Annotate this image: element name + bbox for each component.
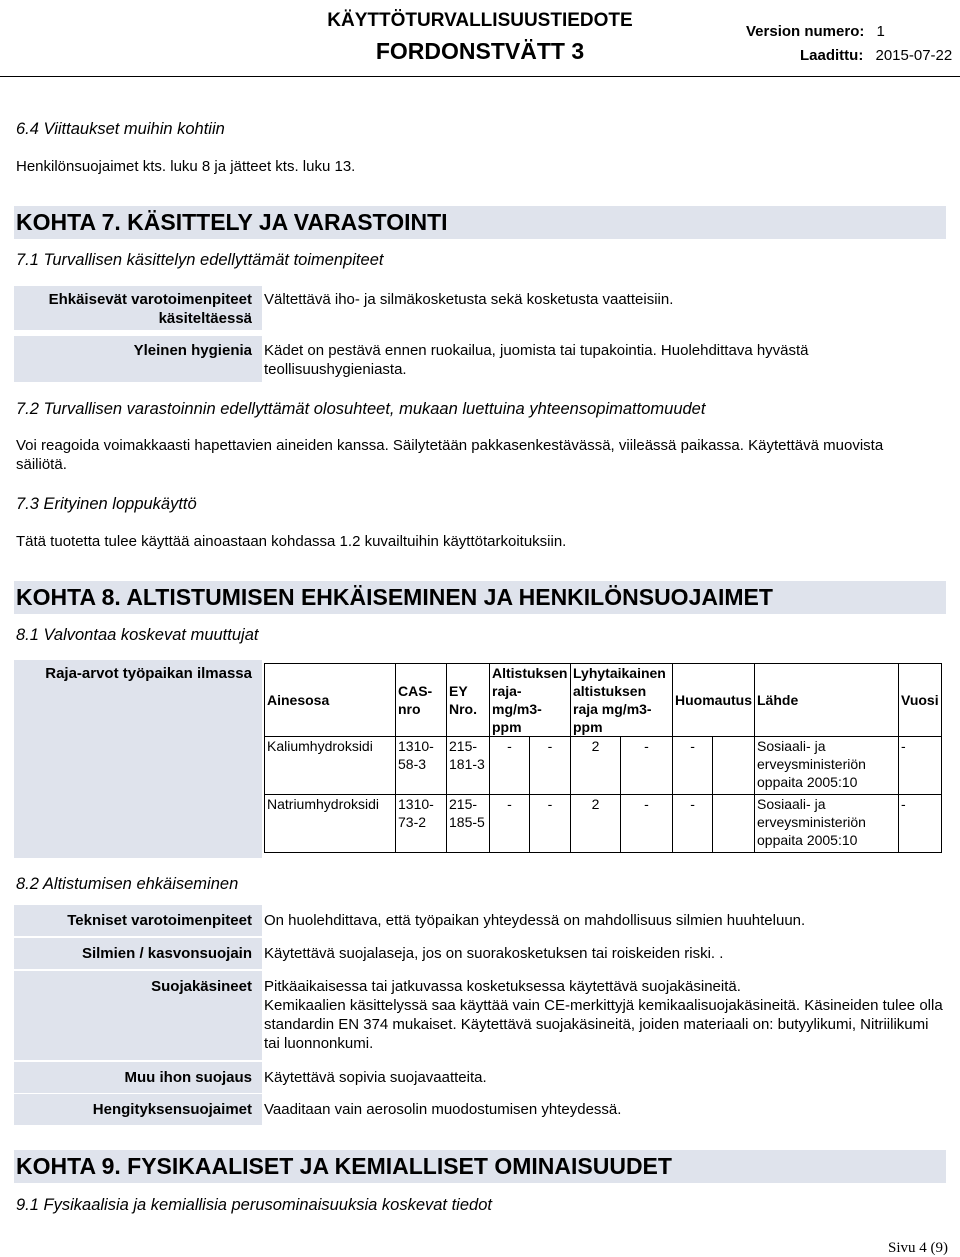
col-note: Huomautus <box>673 664 755 737</box>
row-label-exposure-limits: Raja-arvot työpaikan ilmassa <box>14 660 262 858</box>
cell-year: - <box>899 795 942 853</box>
document-title: KÄYTTÖTURVALLISUUSTIEDOTE <box>327 10 633 31</box>
cell-ec: 215-181-3 <box>447 737 490 795</box>
cell-source: Sosiaali- ja erveysministeriön oppaita 2005:10 <box>755 795 899 853</box>
subsection-text-7-3: Tätä tuotetta tulee käyttää ainoastaan kohdassa 1.2 kuvailtuihin käyttötarkoituksiin. <box>16 533 567 550</box>
cell-short-b: - <box>621 737 673 795</box>
subsection-heading-8-2: 8.2 Altistumisen ehkäiseminen <box>16 875 239 893</box>
col-exposure-limit: Altistuksen raja-mg/m3-ppm <box>490 664 571 737</box>
cell-short-a: 2 <box>571 795 621 853</box>
cell-note: - <box>673 737 713 795</box>
col-short-term-limit: Lyhytaikainen altistuksen raja mg/m3-ppm <box>571 664 673 737</box>
subsection-heading-9-1: 9.1 Fysikaalisia ja kemiallisia perusominaisuuksia koskevat tiedot <box>16 1196 492 1214</box>
prepared-value: 2015-07-22 <box>875 47 953 64</box>
row-value-precautions: Vältettävä iho- ja silmäkosketusta sekä kosketusta vaatteisiin. <box>264 291 674 308</box>
row-label-hygiene: Yleinen hygienia <box>14 336 262 382</box>
col-year: Vuosi <box>899 664 942 737</box>
cell-note-b <box>713 737 755 795</box>
subsection-heading-7-3: 7.3 Erityinen loppukäyttö <box>16 495 197 513</box>
col-source: Lähde <box>755 664 899 737</box>
row-label-eye-protection: Silmien / kasvonsuojain <box>14 938 262 969</box>
cell-substance: Kaliumhydroksidi <box>265 737 396 795</box>
version-info <box>746 23 885 40</box>
section-title-8: KOHTA 8. ALTISTUMISEN EHKÄISEMINEN JA HENKILÖNSUOJAIMET <box>14 581 946 614</box>
row-value-eye-protection: Käytettävä suojalaseja, jos on suorakosketuksen tai roiskeiden riski. . <box>264 945 724 962</box>
cell-limit-b: - <box>530 737 571 795</box>
prepared-label: Laadittu: <box>800 47 864 64</box>
cell-limit-a: - <box>490 795 530 853</box>
section-title-9: KOHTA 9. FYSIKAALISET JA KEMIALLISET OMINAISUUDET <box>14 1150 946 1183</box>
row-label-skin-protection: Muu ihon suojaus <box>14 1062 262 1093</box>
cell-short-b: - <box>621 795 673 853</box>
row-value-technical: On huolehdittava, että työpaikan yhteydessä on mahdollisuus silmien huuhteluun. <box>264 912 806 929</box>
cell-short-a: 2 <box>571 737 621 795</box>
subsection-text-7-2: Voi reagoida voimakkaasti hapettavien aineiden kanssa. Säilytetään pakkasenkestävässä, viileässä paikassa. Käytettävä muovista säiliötä. <box>16 437 884 473</box>
table-row <box>265 737 942 795</box>
cell-cas: 1310-58-3 <box>396 737 447 795</box>
version-label: Version numero: <box>746 23 865 40</box>
subsection-heading-8-1: 8.1 Valvontaa koskevat muuttujat <box>16 626 259 644</box>
col-substance: Ainesosa <box>265 664 396 737</box>
prepared-info <box>800 47 952 64</box>
col-cas: CAS-nro <box>396 664 447 737</box>
cell-limit-a: - <box>490 737 530 795</box>
row-label-gloves: Suojakäsineet <box>14 971 262 1060</box>
cell-cas: 1310-73-2 <box>396 795 447 853</box>
row-label-technical: Tekniset varotoimenpiteet <box>14 905 262 936</box>
page-number: Sivu 4 (9) <box>888 1240 948 1256</box>
cell-year: - <box>899 737 942 795</box>
row-value-gloves: Pitkäaikaisessa tai jatkuvassa kosketuksessa käytettävä suojakäsineitä. Kemikaalien käsittelyssä saa käyttää vain CE-merkittyjä kemikaalisuojakäsineitä. Käsineiden tulee olla standardin EN 374 mukaiset. Käytettävä suojakäsineitä, joiden materiaali on: butyylikumi, Nitriilikumi tai luonnonkumi. <box>264 978 943 1052</box>
subsection-heading-7-1: 7.1 Turvallisen käsittelyn edellyttämät toimenpiteet <box>16 251 384 269</box>
subsection-heading-7-2: 7.2 Turvallisen varastoinnin edellyttämät olosuhteet, mukaan luettuina yhteensopimattomuudet <box>16 400 706 418</box>
header-divider <box>0 76 960 77</box>
exposure-limits-table <box>264 663 942 853</box>
cell-substance: Natriumhydroksidi <box>265 795 396 853</box>
cell-note: - <box>673 795 713 853</box>
cell-limit-b: - <box>530 795 571 853</box>
product-name: FORDONSTVÄTT 3 <box>375 38 585 64</box>
row-label-precautions: Ehkäisevät varotoimenpiteet käsiteltäessä <box>14 286 262 330</box>
cell-note-b <box>713 795 755 853</box>
subsection-text-6-4: Henkilönsuojaimet kts. luku 8 ja jätteet kts. luku 13. <box>16 158 356 175</box>
version-value: 1 <box>876 23 885 40</box>
table-header-row <box>265 664 942 737</box>
row-value-respiratory: Vaaditaan vain aerosolin muodostumisen yhteydessä. <box>264 1101 622 1118</box>
cell-source: Sosiaali- ja erveysministeriön oppaita 2005:10 <box>755 737 899 795</box>
section-title-7: KOHTA 7. KÄSITTELY JA VARASTOINTI <box>14 206 946 239</box>
subsection-heading-6-4: 6.4 Viittaukset muihin kohtiin <box>16 120 225 138</box>
col-ec: EY Nro. <box>447 664 490 737</box>
table-row <box>265 795 942 853</box>
row-label-respiratory: Hengityksensuojaimet <box>14 1094 262 1125</box>
row-value-skin-protection: Käytettävä sopivia suojavaatteita. <box>264 1069 487 1086</box>
row-value-hygiene: Kädet on pestävä ennen ruokailua, juomista tai tupakointia. Huolehdittava hyvästä teollisuushygieniasta. <box>264 342 809 378</box>
cell-ec: 215-185-5 <box>447 795 490 853</box>
